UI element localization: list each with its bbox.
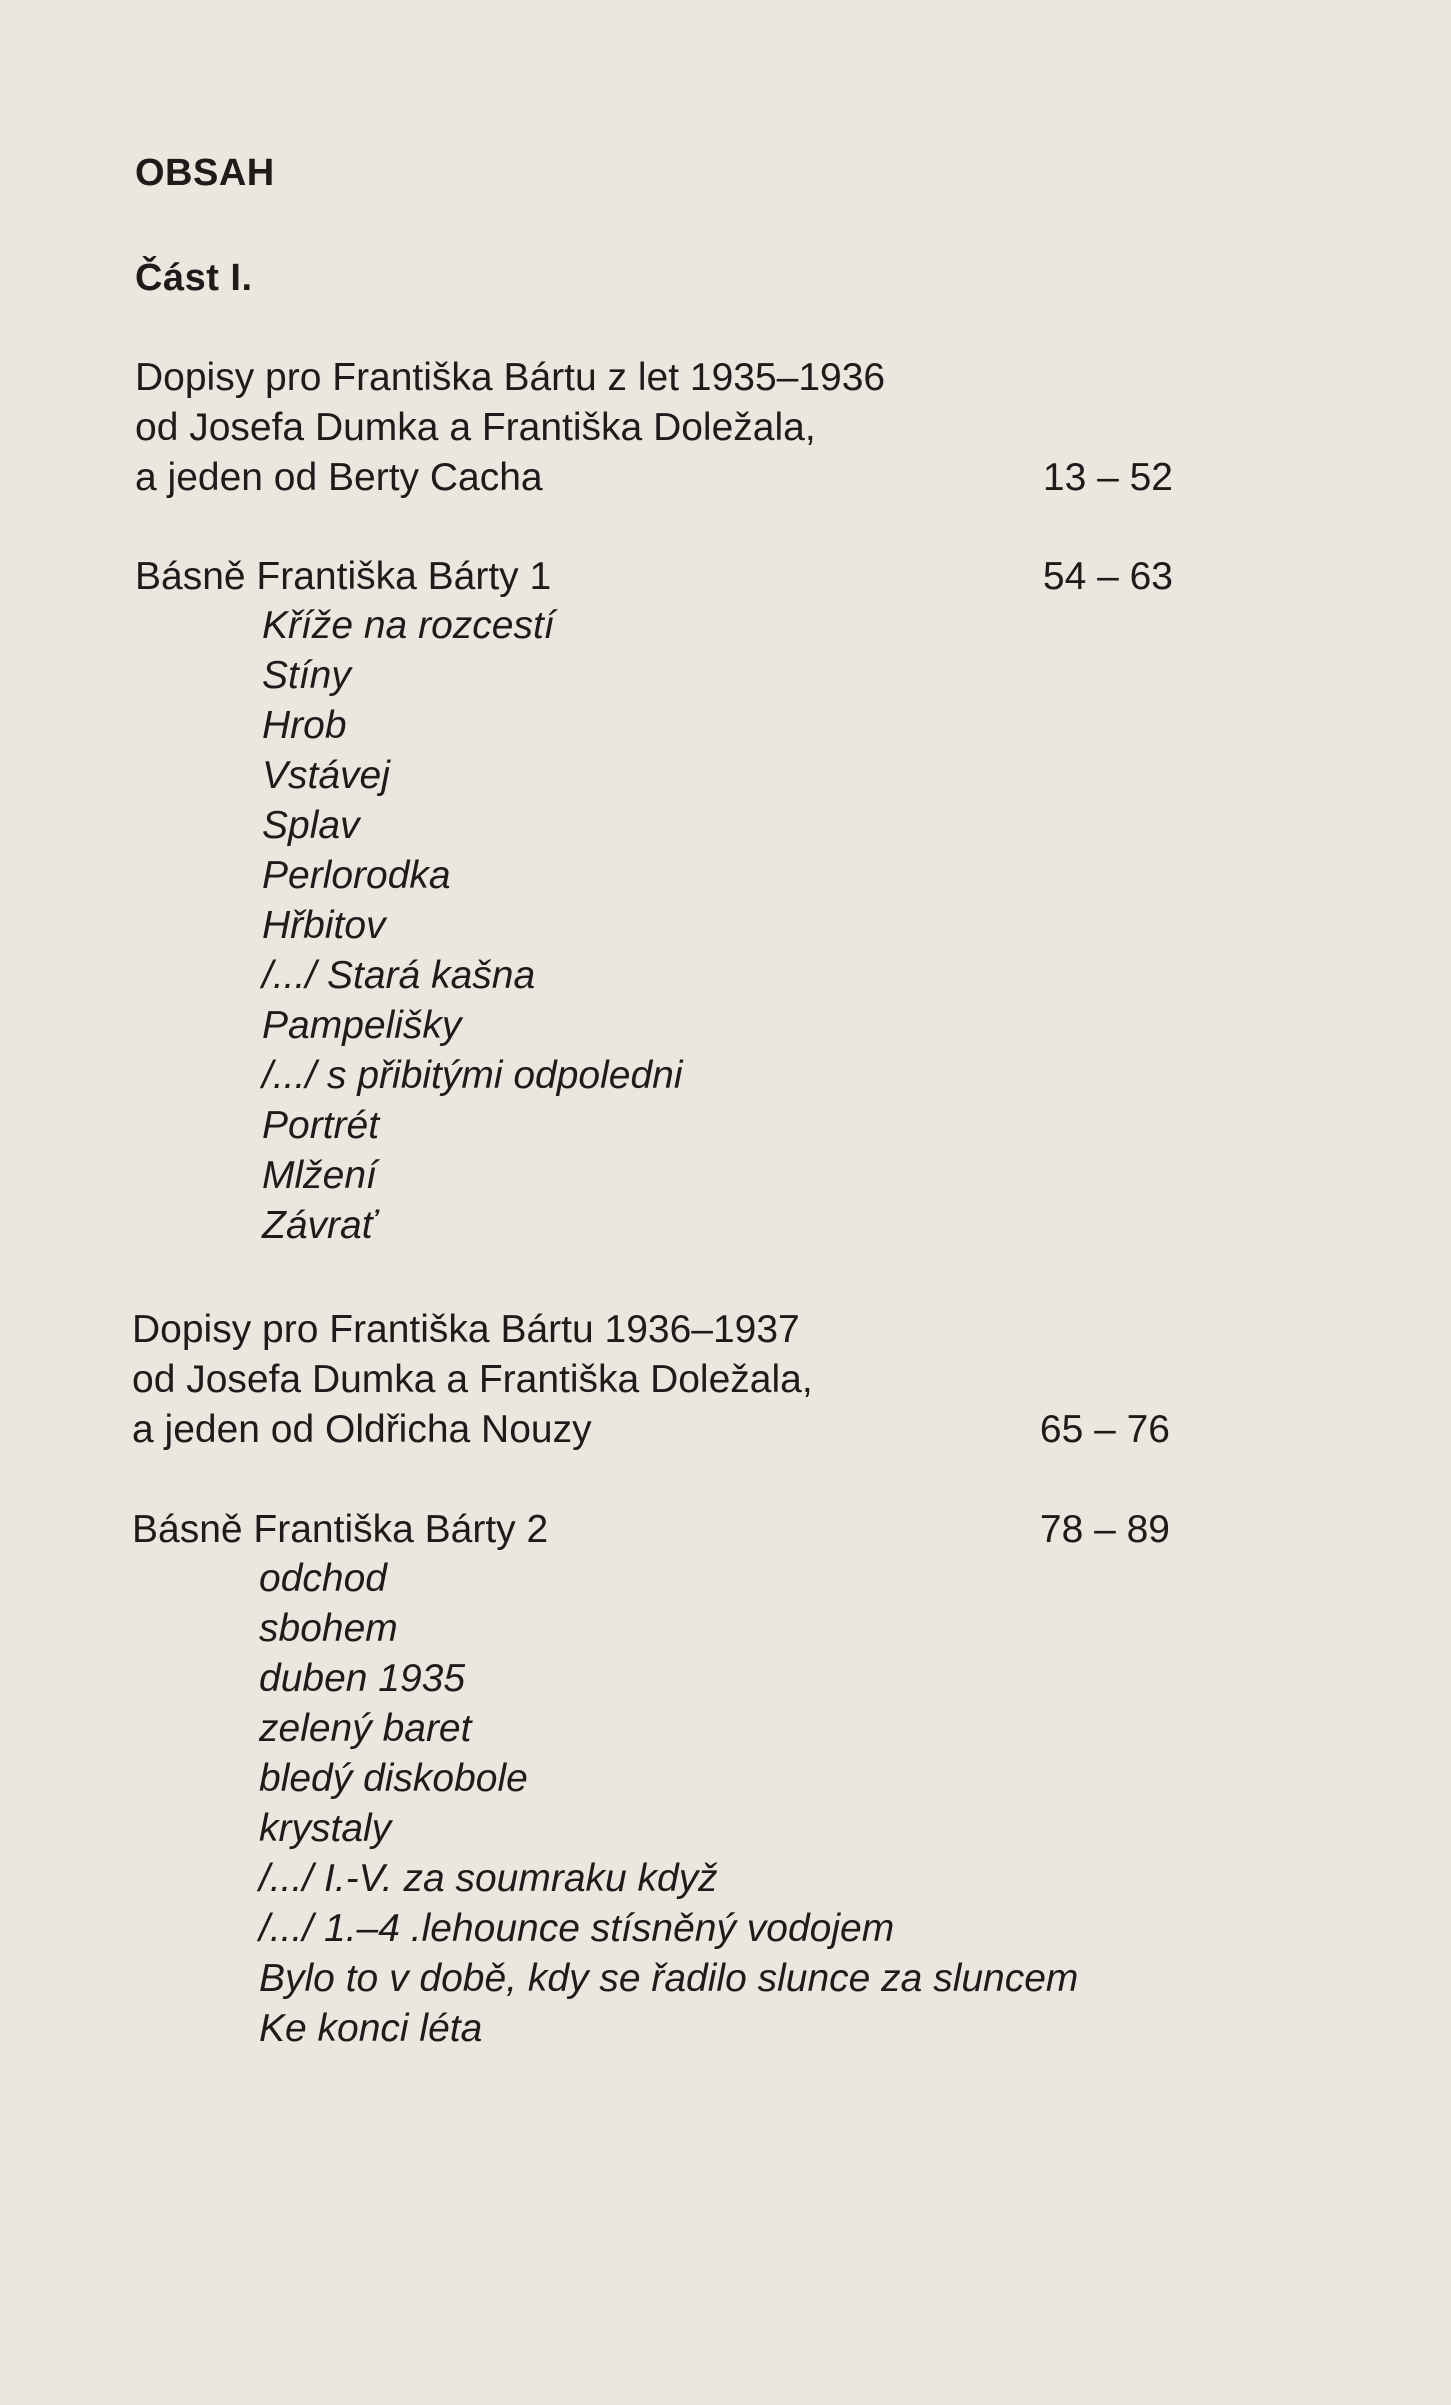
poem-title: sbohem xyxy=(259,1607,398,1650)
poem-title: Závrať xyxy=(262,1204,376,1247)
section-title-line: Básně Františka Bárty 1 xyxy=(135,555,552,598)
poem-title: Hrob xyxy=(262,704,347,747)
contents-heading: OBSAH xyxy=(135,152,275,194)
poem-title: zelený baret xyxy=(259,1707,472,1750)
poem-title: /.../ I.-V. za soumraku když xyxy=(259,1857,718,1900)
section-title-line: Dopisy pro Františka Bártu 1936–1937 xyxy=(132,1308,800,1351)
poem-title: Bylo to v době, kdy se řadilo slunce za sluncem xyxy=(259,1957,1079,2000)
poem-title: Hřbitov xyxy=(262,904,386,947)
section-title-line: a jeden od Oldřicha Nouzy xyxy=(132,1408,592,1451)
part-title: Část I. xyxy=(135,257,253,299)
section-title-line: od Josefa Dumka a Františka Doležala, xyxy=(135,406,816,449)
poem-title: odchod xyxy=(259,1557,387,1600)
poem-title: Mlžení xyxy=(262,1154,377,1197)
poem-title: Stíny xyxy=(262,654,351,697)
poem-title: Kříže na rozcestí xyxy=(262,604,555,647)
section-title-line: a jeden od Berty Cacha xyxy=(135,456,543,499)
page-range: 13 – 52 xyxy=(1042,456,1173,499)
page-range: 65 – 76 xyxy=(1039,1408,1170,1451)
poem-title: Ke konci léta xyxy=(259,2007,483,2050)
poem-title: Vstávej xyxy=(262,754,390,797)
poem-title: duben 1935 xyxy=(259,1657,466,1700)
poem-title: /.../ 1.–4 .lehounce stísněný vodojem xyxy=(259,1907,895,1950)
poem-title: bledý diskobole xyxy=(259,1757,528,1800)
poem-title: /.../ Stará kašna xyxy=(262,954,536,997)
poem-title: Portrét xyxy=(262,1104,380,1147)
poem-title: Splav xyxy=(262,804,360,847)
poem-title: Perlorodka xyxy=(262,854,451,897)
section-title-line: od Josefa Dumka a Františka Doležala, xyxy=(132,1358,813,1401)
section-title-line: Dopisy pro Františka Bártu z let 1935–1936 xyxy=(135,356,886,399)
poem-title: krystaly xyxy=(259,1807,392,1850)
page-range: 54 – 63 xyxy=(1042,555,1173,598)
poem-title: /.../ s přibitými odpoledni xyxy=(262,1054,683,1097)
page-range: 78 – 89 xyxy=(1039,1508,1170,1551)
section-title-line: Básně Františka Bárty 2 xyxy=(132,1508,549,1551)
poem-title: Pampelišky xyxy=(262,1004,462,1047)
